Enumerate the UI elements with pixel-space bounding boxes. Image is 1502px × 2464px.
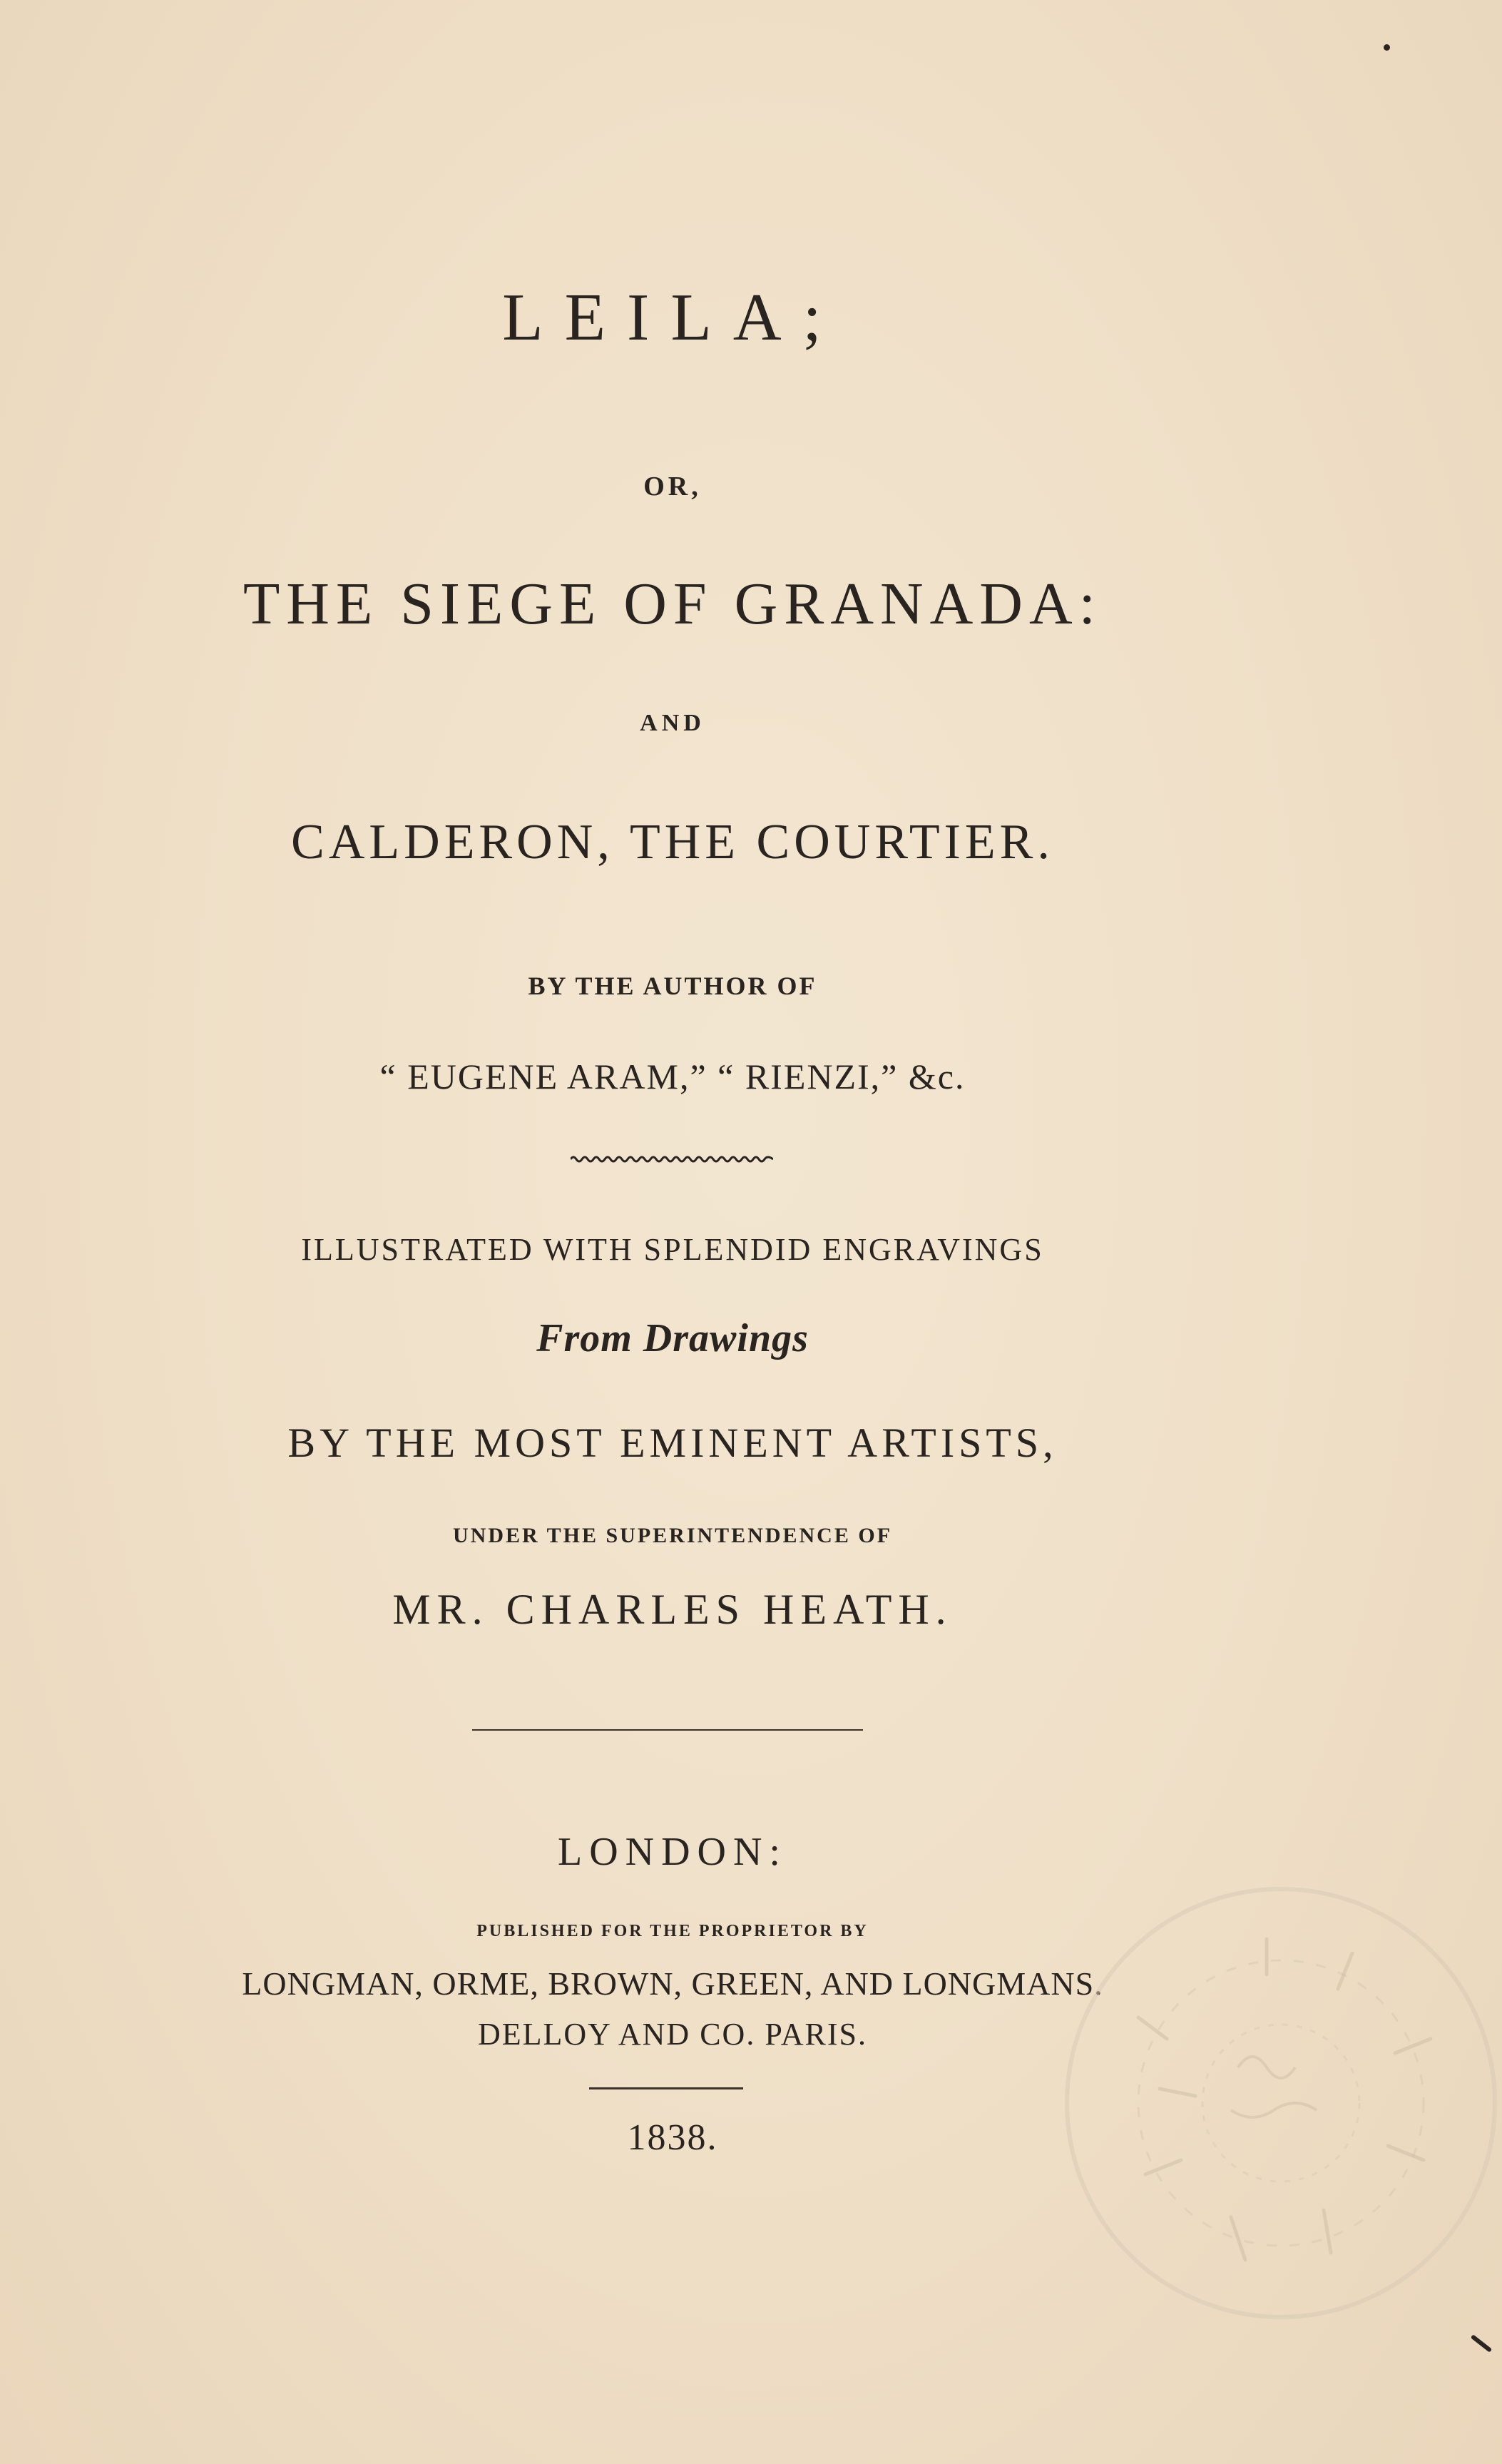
publishers-line: LONGMAN, ORME, BROWN, GREEN, AND LONGMANS.: [242, 1965, 1103, 2002]
book-subtitle: THE SIEGE OF GRANADA:: [243, 571, 1102, 637]
published-for-line: PUBLISHED FOR THE PROPRIETOR BY: [476, 1922, 869, 1940]
superintendence-line: UNDER THE SUPERINTENDENCE OF: [452, 1524, 893, 1547]
ink-speck: [1471, 2334, 1492, 2353]
artists-line: BY THE MOST EMINENT ARTISTS,: [287, 1420, 1058, 1466]
by-author-line: BY THE AUTHOR OF: [528, 972, 817, 1000]
year-rule: [589, 2087, 743, 2089]
illustrated-line: ILLUSTRATED WITH SPLENDID ENGRAVINGS: [301, 1232, 1044, 1267]
book-title: LEILA;: [502, 280, 843, 355]
previous-works: “ EUGENE ARAM,” “ RIENZI,” &c.: [379, 1057, 966, 1096]
from-drawings-blackletter: From Drawings: [536, 1316, 809, 1360]
or-connector: OR,: [643, 472, 702, 502]
ink-speck: [1384, 44, 1390, 51]
and-connector: AND: [640, 710, 705, 736]
superintendent-name: MR. CHARLES HEATH.: [392, 1586, 953, 1633]
wavy-ornamental-rule: [571, 1154, 773, 1164]
library-blind-stamp: [1053, 1875, 1502, 2331]
imprint-city: LONDON:: [558, 1830, 787, 1874]
paris-publisher-line: DELLOY AND CO. PARIS.: [477, 2017, 868, 2052]
second-title: CALDERON, THE COURTIER.: [291, 815, 1054, 870]
divider-rule: [472, 1729, 863, 1731]
publication-year: 1838.: [627, 2117, 718, 2158]
